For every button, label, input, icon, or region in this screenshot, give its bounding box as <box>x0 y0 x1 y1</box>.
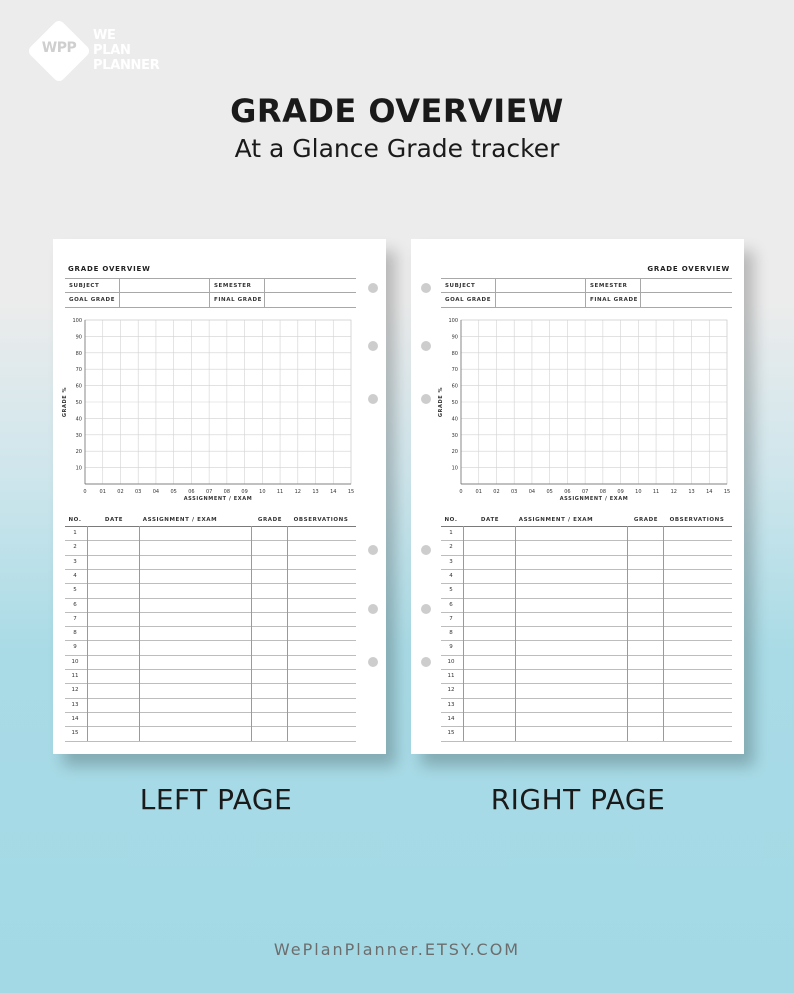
table-row[interactable] <box>65 698 356 712</box>
row-number: 2 <box>73 544 77 551</box>
column-divider <box>87 526 88 741</box>
field-label-subject: SUBJECT <box>65 279 120 293</box>
field-input[interactable] <box>265 279 356 293</box>
row-number: 13 <box>71 701 79 708</box>
x-tick-label: 06 <box>188 489 195 495</box>
table-row[interactable] <box>65 555 356 569</box>
punch-hole <box>421 394 431 404</box>
column-divider <box>251 526 252 741</box>
table-row[interactable] <box>441 726 732 740</box>
x-tick-label: 13 <box>312 489 319 495</box>
right-page-label: RIGHT PAGE <box>490 783 666 816</box>
row-number: 2 <box>449 544 453 551</box>
field-label-final-grade: FINAL GRADE <box>210 293 265 307</box>
field-input[interactable] <box>120 279 210 293</box>
x-tick-label: 13 <box>688 489 695 495</box>
table-row[interactable] <box>65 655 356 669</box>
y-tick-label: 60 <box>75 383 82 390</box>
x-tick-label: 02 <box>117 489 124 495</box>
y-tick-label: 80 <box>451 350 458 357</box>
sheet-title: GRADE OVERVIEW <box>647 265 730 273</box>
info-row <box>65 278 356 293</box>
x-tick-label: 07 <box>581 489 589 495</box>
grade-grid-chart <box>60 315 360 505</box>
row-number: 4 <box>449 572 453 579</box>
x-tick-label: 08 <box>223 489 231 495</box>
grade-grid-chart <box>436 315 736 505</box>
y-tick-label: 50 <box>451 400 458 406</box>
y-tick-label: 70 <box>75 367 82 374</box>
row-number: 7 <box>73 615 77 622</box>
table-row[interactable] <box>441 526 732 540</box>
column-header: OBSERVATIONS <box>293 517 349 523</box>
x-tick-label: 12 <box>670 489 677 495</box>
x-tick-label: 09 <box>241 489 248 495</box>
brand-logo <box>30 24 170 78</box>
x-axis-title: ASSIGNMENT / EXAM <box>183 496 253 502</box>
table-row[interactable] <box>441 583 732 597</box>
table-row[interactable] <box>441 683 732 697</box>
column-divider <box>627 526 628 741</box>
y-tick-label: 30 <box>451 432 458 439</box>
row-number: 11 <box>447 673 455 679</box>
x-tick-label: 05 <box>546 489 553 495</box>
field-label-goal-grade: GOAL GRADE <box>65 293 120 307</box>
table-row[interactable] <box>441 598 732 612</box>
punch-hole <box>368 604 378 614</box>
row-number: 10 <box>71 658 79 665</box>
column-header: NO. <box>68 517 82 523</box>
logo-line: PLAN <box>93 43 131 58</box>
column-header: GRADE <box>633 517 659 523</box>
row-number: 11 <box>71 673 79 679</box>
row-number: 12 <box>447 687 455 694</box>
table-row[interactable] <box>65 626 356 640</box>
field-input[interactable] <box>120 293 210 307</box>
punch-hole <box>421 657 431 667</box>
y-tick-label: 60 <box>451 383 458 390</box>
x-tick-label: 01 <box>99 489 106 495</box>
y-tick-label: 100 <box>448 318 458 324</box>
logo-line: WE <box>93 28 116 43</box>
column-divider <box>287 526 288 741</box>
field-label-final-grade: FINAL GRADE <box>586 293 641 307</box>
x-tick-label: 12 <box>294 489 301 495</box>
y-tick-label: 50 <box>75 400 82 406</box>
row-number: 3 <box>449 558 453 565</box>
row-number: 5 <box>73 587 77 594</box>
x-tick-label: 11 <box>652 489 660 495</box>
row-number: 1 <box>73 530 77 536</box>
table-bottom-rule <box>441 741 732 742</box>
y-tick-label: 10 <box>75 465 82 472</box>
x-tick-label: 0 <box>459 489 463 495</box>
footer-url: WePlanPlanner.ETSY.COM <box>273 940 521 959</box>
column-header: NO. <box>444 517 458 523</box>
table-row[interactable] <box>65 640 356 654</box>
y-tick-label: 100 <box>72 318 82 324</box>
sheet-title: GRADE OVERVIEW <box>68 265 151 273</box>
x-tick-label: 14 <box>330 489 337 495</box>
logo-line: PLANNER <box>93 58 160 73</box>
page-subtitle: At a Glance Grade tracker <box>234 134 560 163</box>
grade-table <box>65 514 356 746</box>
table-row[interactable] <box>441 712 732 726</box>
row-number: 9 <box>449 644 453 651</box>
table-row[interactable] <box>441 540 732 554</box>
y-tick-label: 40 <box>75 416 82 423</box>
y-tick-label: 10 <box>451 465 458 472</box>
row-number: 4 <box>73 572 77 579</box>
table-row[interactable] <box>441 640 732 654</box>
info-row <box>65 292 356 308</box>
x-tick-label: 11 <box>276 489 284 495</box>
y-tick-label: 20 <box>451 449 458 456</box>
row-number: 6 <box>73 601 77 608</box>
table-row[interactable] <box>65 598 356 612</box>
column-header: OBSERVATIONS <box>669 517 725 523</box>
info-row <box>441 292 732 308</box>
table-row[interactable] <box>441 555 732 569</box>
table-row[interactable] <box>65 683 356 697</box>
info-row <box>441 278 732 293</box>
column-header: DATE <box>480 517 500 523</box>
table-row[interactable] <box>441 669 732 683</box>
table-row[interactable] <box>65 726 356 740</box>
field-input[interactable] <box>641 279 732 293</box>
logo-mark: WPP <box>41 40 77 56</box>
y-tick-label: 20 <box>75 449 82 456</box>
field-input[interactable] <box>496 293 586 307</box>
table-row[interactable] <box>65 612 356 626</box>
table-row[interactable] <box>65 526 356 540</box>
y-tick-label: 70 <box>451 367 458 374</box>
table-row[interactable] <box>65 583 356 597</box>
x-tick-label: 0 <box>83 489 87 495</box>
x-tick-label: 04 <box>528 489 536 495</box>
row-number: 5 <box>449 587 453 594</box>
y-tick-label: 80 <box>75 350 82 357</box>
left-planner-page <box>53 239 386 754</box>
punch-hole <box>421 545 431 555</box>
x-tick-label: 06 <box>564 489 571 495</box>
column-divider <box>663 526 664 741</box>
row-number: 10 <box>447 658 455 665</box>
y-axis-title: GRADE % <box>438 386 444 418</box>
punch-hole <box>421 604 431 614</box>
logo-wordmark <box>93 28 159 73</box>
column-divider <box>515 526 516 741</box>
y-tick-label: 40 <box>451 416 458 423</box>
punch-hole <box>368 283 378 293</box>
table-header <box>65 514 356 526</box>
x-tick-label: 01 <box>475 489 482 495</box>
x-tick-label: 02 <box>493 489 500 495</box>
field-label-subject: SUBJECT <box>441 279 496 293</box>
row-number: 7 <box>449 615 453 622</box>
x-tick-label: 05 <box>170 489 177 495</box>
row-number: 13 <box>447 701 455 708</box>
punch-hole <box>368 545 378 555</box>
x-axis-title: ASSIGNMENT / EXAM <box>559 496 629 502</box>
field-input[interactable] <box>496 279 586 293</box>
field-label-semester: SEMESTER <box>586 279 641 293</box>
table-row[interactable] <box>441 698 732 712</box>
row-number: 8 <box>73 630 77 637</box>
x-tick-label: 03 <box>135 489 142 495</box>
x-tick-label: 04 <box>152 489 160 495</box>
x-tick-label: 09 <box>617 489 624 495</box>
y-tick-label: 90 <box>451 334 458 341</box>
x-tick-label: 15 <box>347 489 355 495</box>
punch-hole <box>368 394 378 404</box>
punch-hole <box>421 341 431 351</box>
row-number: 15 <box>71 730 79 737</box>
row-number: 12 <box>71 687 79 694</box>
table-row[interactable] <box>441 612 732 626</box>
field-input[interactable] <box>641 293 732 307</box>
x-tick-label: 07 <box>205 489 213 495</box>
field-label-semester: SEMESTER <box>210 279 265 293</box>
y-tick-label: 30 <box>75 432 82 439</box>
column-divider <box>463 526 464 741</box>
row-number: 1 <box>449 530 453 536</box>
y-axis-title: GRADE % <box>62 386 68 418</box>
table-row[interactable] <box>441 655 732 669</box>
punch-hole <box>368 657 378 667</box>
grade-table <box>441 514 732 746</box>
column-divider <box>139 526 140 741</box>
x-tick-label: 10 <box>635 489 642 495</box>
field-input[interactable] <box>265 293 356 307</box>
table-bottom-rule <box>65 741 356 742</box>
x-tick-label: 08 <box>599 489 607 495</box>
row-number: 15 <box>447 730 455 737</box>
table-row[interactable] <box>65 540 356 554</box>
table-row[interactable] <box>65 569 356 583</box>
punch-hole <box>368 341 378 351</box>
field-label-goal-grade: GOAL GRADE <box>441 293 496 307</box>
column-header: ASSIGNMENT / EXAM <box>142 517 218 523</box>
row-number: 3 <box>73 558 77 565</box>
table-row[interactable] <box>65 669 356 683</box>
x-tick-label: 03 <box>511 489 518 495</box>
row-number: 14 <box>71 715 79 722</box>
table-header <box>441 514 732 526</box>
left-page-label: LEFT PAGE <box>139 783 293 816</box>
table-row[interactable] <box>441 626 732 640</box>
row-number: 8 <box>449 630 453 637</box>
x-tick-label: 14 <box>706 489 713 495</box>
page-title: GRADE OVERVIEW <box>230 92 564 130</box>
x-tick-label: 15 <box>723 489 731 495</box>
column-header: GRADE <box>257 517 283 523</box>
x-tick-label: 10 <box>259 489 266 495</box>
row-number: 9 <box>73 644 77 651</box>
row-number: 6 <box>449 601 453 608</box>
y-tick-label: 90 <box>75 334 82 341</box>
row-number: 14 <box>447 715 455 722</box>
right-planner-page <box>411 239 744 754</box>
table-row[interactable] <box>65 712 356 726</box>
column-header: ASSIGNMENT / EXAM <box>518 517 594 523</box>
table-row[interactable] <box>441 569 732 583</box>
column-header: DATE <box>104 517 124 523</box>
punch-hole <box>421 283 431 293</box>
